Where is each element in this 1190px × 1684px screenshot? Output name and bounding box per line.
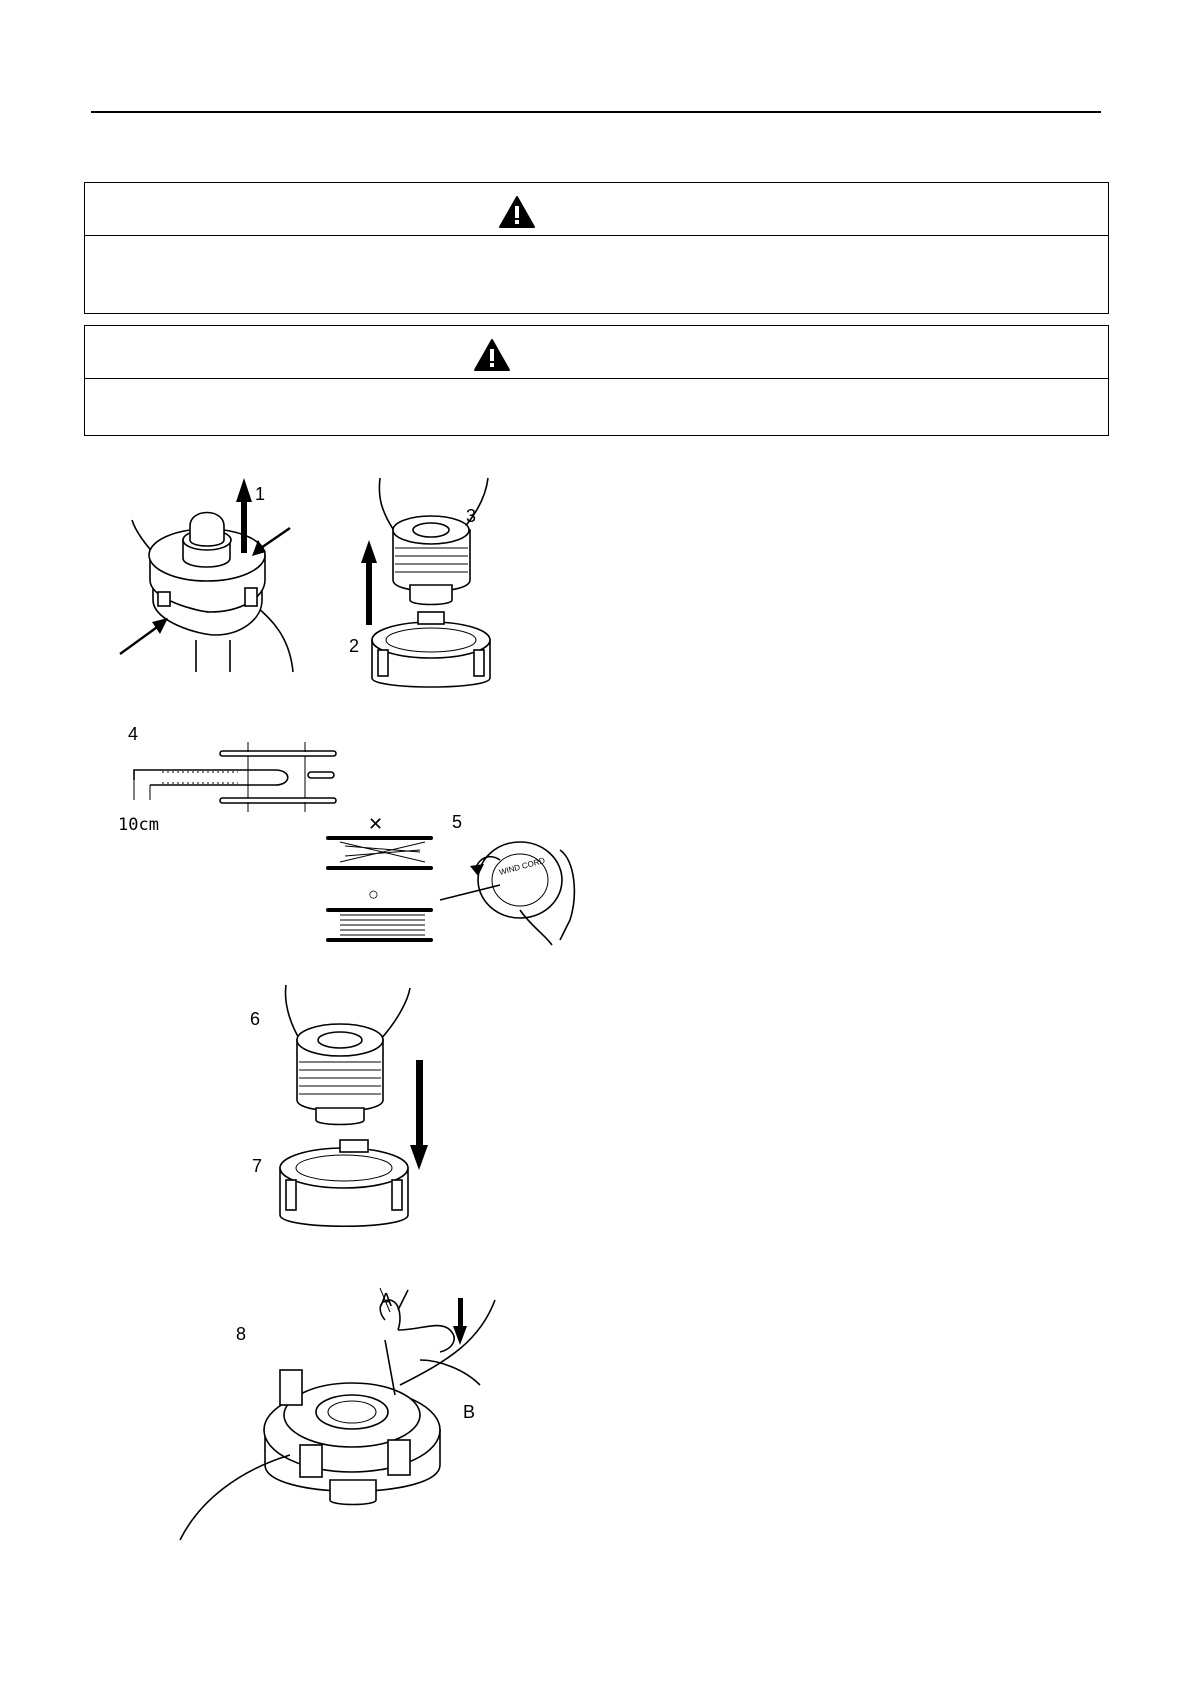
figure-trimmer-head [120, 478, 293, 672]
step-label: 4 [128, 724, 139, 744]
step-label: 2 [349, 636, 360, 656]
spool-text: WIND CORD [498, 856, 547, 877]
wrong-mark: ✕ [368, 814, 384, 834]
figure-line-threading [180, 1288, 495, 1540]
figure-spool-removal [349, 478, 490, 687]
label-a: A [380, 1290, 393, 1310]
figure-line-fold [118, 724, 336, 835]
step-label: 5 [452, 812, 463, 832]
figure-spool-reinsert [250, 985, 428, 1226]
right-mark: ○ [368, 884, 379, 904]
measure-label: 10cm [118, 815, 159, 835]
figure-winding [326, 812, 574, 945]
step-label: 6 [250, 1009, 261, 1029]
label-b: B [463, 1402, 476, 1422]
step-label: 8 [236, 1324, 247, 1344]
step-label: 3 [466, 506, 477, 526]
step-label: 1 [255, 484, 266, 504]
step-label: 7 [252, 1156, 263, 1176]
